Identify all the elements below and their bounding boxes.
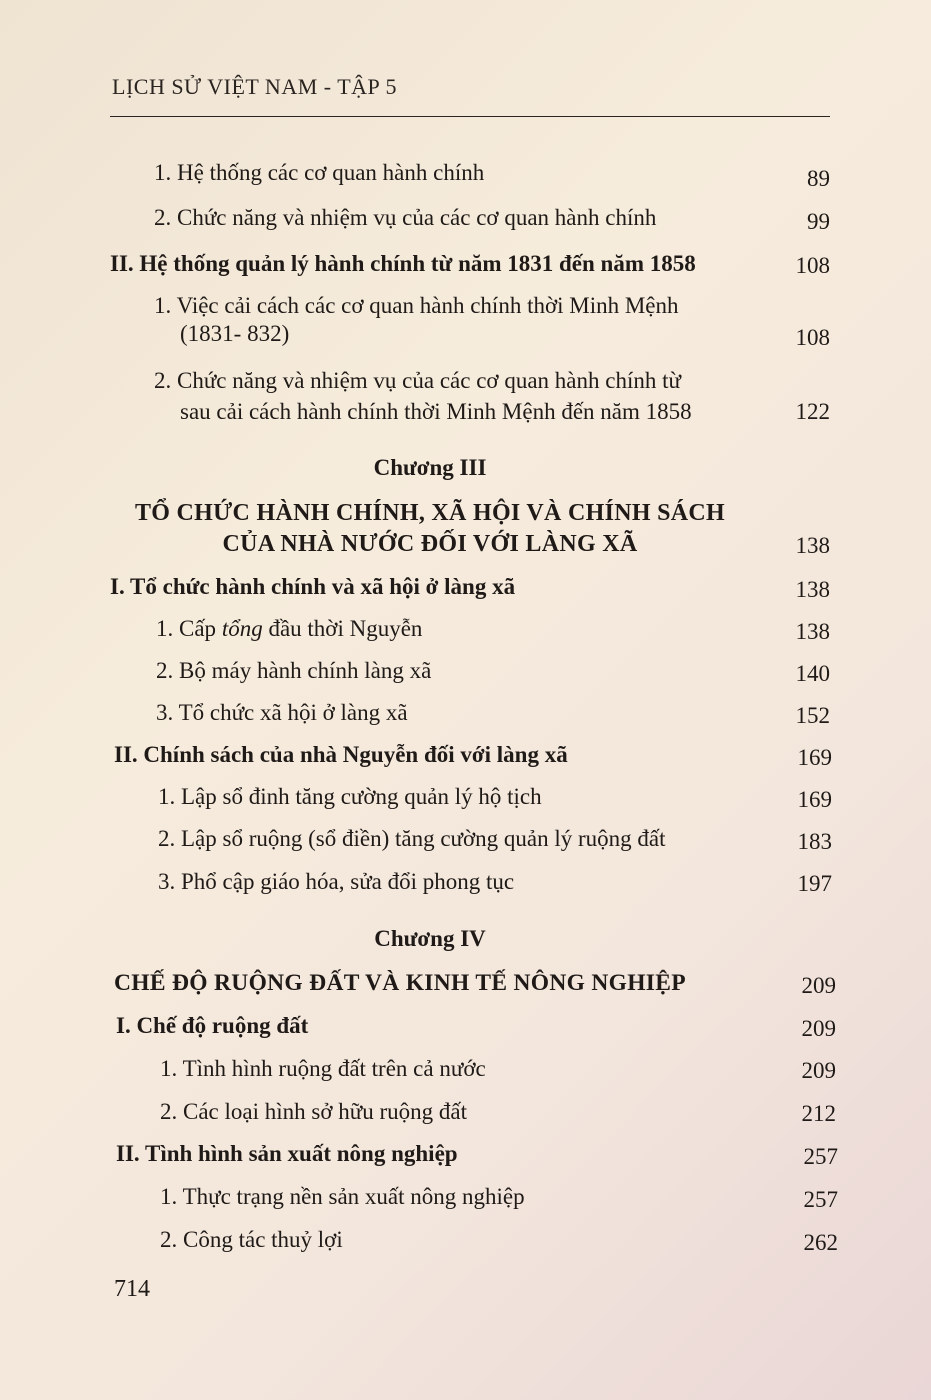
toc-page-number: 138 (795, 577, 830, 602)
toc-section: II. Tình hình sản xuất nông nghiệp (116, 1141, 458, 1166)
toc-page-number: 89 (807, 166, 830, 191)
toc-page-number: 209 (801, 1058, 836, 1083)
toc-page-number: 257 (803, 1187, 838, 1212)
toc-entry: 2. Các loại hình sở hữu ruộng đất (160, 1099, 467, 1124)
toc-entry-continuation: (1831- 832) (180, 321, 290, 346)
toc-entry: 1. Việc cải cách các cơ quan hành chính thời Minh Mệnh (154, 293, 679, 318)
toc-section: I. Chế độ ruộng đất (116, 1013, 309, 1038)
toc-section: I. Tổ chức hành chính và xã hội ở làng xã (110, 574, 516, 599)
chapter-heading: Chương III (373, 455, 487, 480)
toc-page-number: 169 (797, 787, 832, 812)
toc-page-number: 209 (801, 1016, 836, 1041)
toc-page-number: 138 (795, 619, 830, 644)
toc-entry: 2. Công tác thuỷ lợi (160, 1227, 343, 1252)
toc-entry: 1. Tình hình ruộng đất trên cả nước (160, 1056, 486, 1081)
toc-page-number: 262 (803, 1230, 838, 1255)
page-number: 714 (114, 1276, 150, 1302)
toc-entry: 1. Thực trạng nền sản xuất nông nghiệp (160, 1184, 525, 1209)
toc-page-number: 197 (797, 871, 832, 896)
toc-entry: 1. Cấp tổng đầu thời Nguyễn (156, 616, 423, 641)
toc-page-number: 140 (795, 661, 830, 686)
toc-entry: 2. Bộ máy hành chính làng xã (156, 658, 432, 683)
toc-page-number: 257 (803, 1144, 838, 1169)
toc-page-number: 108 (795, 253, 830, 278)
chapter-heading: Chương IV (374, 926, 486, 951)
chapter-title: TỔ CHỨC HÀNH CHÍNH, XÃ HỘI VÀ CHÍNH SÁCH (134, 500, 726, 526)
toc-entry: 3. Phổ cập giáo hóa, sửa đổi phong tục (158, 869, 515, 894)
toc-entry: 2. Lập sổ ruộng (sổ điền) tăng cường quản lý ruộng đất (158, 826, 666, 851)
toc-page-number: 183 (797, 829, 832, 854)
toc-page-number: 99 (807, 209, 830, 234)
toc-page-number: 108 (795, 325, 830, 350)
running-head: LỊCH SỬ VIỆT NAM - TẬP 5 (112, 74, 397, 99)
toc-page-number: 152 (795, 703, 830, 728)
toc-page-number: 122 (795, 399, 830, 424)
chapter-title: CHẾ ĐỘ RUỘNG ĐẤT VÀ KINH TẾ NÔNG NGHIỆP (114, 970, 686, 996)
toc-page-number: 212 (801, 1101, 836, 1126)
toc-entry: 3. Tổ chức xã hội ở làng xã (156, 700, 408, 725)
toc-entry: 2. Chức năng và nhiệm vụ của các cơ quan hành chính từ (154, 368, 681, 393)
chapter-title: CỦA NHÀ NƯỚC ĐỐI VỚI LÀNG XÃ (222, 531, 638, 557)
toc-page-number: 209 (801, 973, 836, 998)
toc-page-number: 169 (797, 745, 832, 770)
toc-entry: 2. Chức năng và nhiệm vụ của các cơ quan hành chính (154, 205, 657, 230)
toc-entry: 1. Lập sổ đinh tăng cường quản lý hộ tịch (158, 784, 542, 809)
toc-section: II. Chính sách của nhà Nguyễn đối với làng xã (114, 742, 568, 767)
toc-entry-continuation: sau cải cách hành chính thời Minh Mệnh đến năm 1858 (180, 399, 692, 424)
toc-section: II. Hệ thống quản lý hành chính từ năm 1831 đến năm 1858 (110, 251, 696, 276)
toc-page-number: 138 (795, 533, 830, 558)
toc-entry: 1. Hệ thống các cơ quan hành chính (154, 160, 485, 185)
